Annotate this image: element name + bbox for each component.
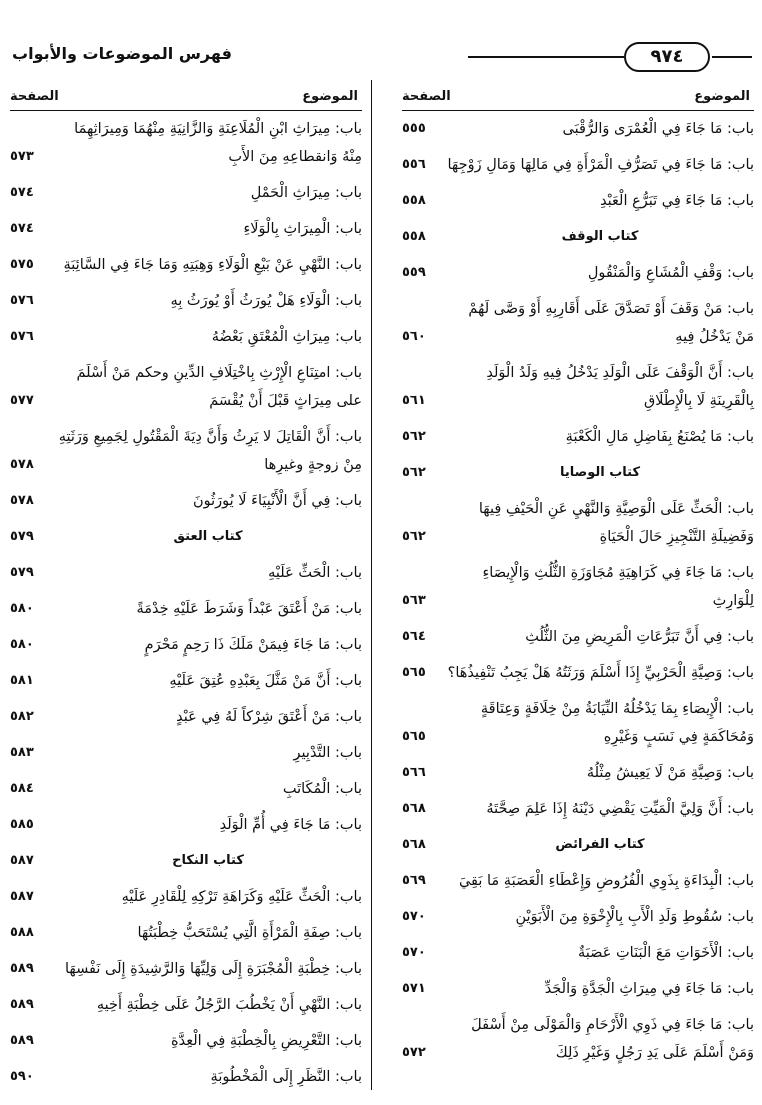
index-entry [10, 879, 362, 915]
entry-page-number: ٥٧٩ [10, 529, 34, 544]
entry-page-number: ٥٧٤ [10, 221, 34, 236]
section-heading [10, 519, 362, 555]
index-entry [10, 247, 362, 283]
entry-page-number: ٥٧٦ [10, 329, 34, 344]
entry-title: باب: الْوَلَاءِ هَلْ يُورَثُ أَوْ يُورَثُ بِهِ [170, 293, 362, 309]
entry-page-number: ٥٧٩ [10, 565, 34, 580]
entry-title: باب: خِطْبَةِ الْمُجْبَرَةِ إِلَى وَلِيِّهَا وَالرَّشِيدَةِ إِلَى نَفْسِهَا [65, 961, 362, 977]
entry-title: باب: مَا جَاءَ فِي الْعُمْرَى وَالرُّقْبَى [562, 121, 754, 137]
index-entry [10, 111, 362, 175]
entry-page-number: ٥٧٣ [10, 149, 34, 164]
header-rule [468, 56, 624, 58]
index-entry [10, 419, 362, 483]
section-title: كتاب الفرائض [555, 837, 645, 852]
entry-title: باب: مَا جَاءَ فِي كَرَاهِيَةِ مُجَاوَزَةِ الثُّلُثِ وَالْإِيصَاءِ لِلْوَارِثِ [482, 565, 754, 609]
index-entry [402, 147, 754, 183]
entry-page-number: ٥٨٩ [10, 961, 34, 976]
entry-title: باب: وَقْفِ الْمُشَاعِ وَالْمَنْقُولِ [587, 265, 754, 281]
index-entry [402, 111, 754, 147]
entry-page-number: ٥٨٩ [10, 997, 34, 1012]
entry-page-number: ٥٧٦ [10, 293, 34, 308]
entry-page-number: ٥٧١ [402, 981, 426, 996]
entry-page-number: ٥٨٠ [10, 601, 34, 616]
entry-page-number: ٥٥٩ [402, 265, 426, 280]
entry-page-number: ٥٧٢ [402, 1045, 426, 1060]
entry-title: باب: النَّظَرِ إِلَى الْمَخْطُوبَةِ [210, 1069, 362, 1085]
index-entry [10, 951, 362, 987]
entry-page-number: ٥٦٢ [402, 465, 426, 480]
entry-page-number: ٥٩٠ [10, 1069, 34, 1084]
entry-page-number: ٥٥٨ [402, 229, 426, 244]
section-title: كتاب الوقف [561, 229, 639, 244]
index-entry [10, 699, 362, 735]
section-heading [10, 843, 362, 879]
entry-page-number: ٥٥٥ [402, 121, 426, 136]
entry-page-number: ٥٥٨ [402, 193, 426, 208]
topic-label: الموضوع [694, 89, 750, 104]
entry-page-number: ٥٨٩ [10, 1033, 34, 1048]
index-entry [10, 1023, 362, 1059]
index-entry [402, 863, 754, 899]
entry-page-number: ٥٨١ [10, 673, 34, 688]
entry-page-number: ٥٨٣ [10, 745, 34, 760]
index-entry [402, 419, 754, 455]
entry-title: باب: أَنَّ مَنْ مَثَّلَ بِعَبْدِهِ عُتِقَ عَلَيْهِ [169, 673, 362, 689]
entry-title: باب: مَا جَاءَ فِي مِيرَاثِ الْجَدَّةِ وَالْجَدِّ [544, 981, 754, 997]
index-entry [10, 627, 362, 663]
entry-title: باب: فِي أَنَّ الْأَنْبِيَاءَ لَا يُورَثُونَ [192, 493, 362, 509]
index-entry [402, 655, 754, 691]
entry-page-number: ٥٨٤ [10, 781, 34, 796]
entry-title: باب: مَا جَاءَ فِي تَصَرُّفِ الْمَرْأَةِ فِي مَالِهَا وَمَالِ زَوْجِهَا [447, 157, 754, 173]
entry-page-number: ٥٦٢ [402, 529, 426, 544]
entry-page-number: ٥٧٨ [10, 493, 34, 508]
index-entry [10, 915, 362, 951]
entry-page-number: ٥٦٨ [402, 837, 426, 852]
entry-page-number: ٥٦٣ [402, 593, 426, 608]
section-title: كتاب النكاح [172, 853, 244, 868]
entry-list [10, 111, 362, 1095]
entry-page-number: ٥٥٦ [402, 157, 426, 172]
entry-title: باب: مَنْ وَقَفَ أَوْ تَصَدَّقَ عَلَى أَقَارِبِهِ أَوْ وَصَّى لَهُمْ مَنْ يَدْخُلُ فِيهِ [468, 301, 754, 345]
entry-page-number: ٥٨٧ [10, 889, 34, 904]
entry-title: باب: النَّهْيِ عَنْ بَيْعِ الْوَلَاءِ وَهِبَتِهِ وَمَا جَاءَ فِي السَّائِبَةِ [63, 257, 362, 273]
entry-page-number: ٥٦٦ [402, 765, 426, 780]
index-entry [10, 1059, 362, 1095]
index-entry [10, 555, 362, 591]
entry-title: باب: الْمِيرَاثِ بِالْوَلَاءِ [243, 221, 362, 237]
entry-title: باب: فِي أَنَّ تَبَرُّعَاتِ الْمَرِيضِ مِنَ الثُّلُثِ [525, 629, 754, 645]
index-entry [402, 755, 754, 791]
entry-page-number: ٥٨٨ [10, 925, 34, 940]
entry-title: باب: الْإِيصَاءِ بِمَا يَدْخُلُهُ النِّيَابَةُ مِنْ خِلَافَةٍ وَعِتَاقَةٍ وَمُحَاكَمَةٍ فِي نَسَبٍ وَغَيْرِهِ [480, 701, 754, 745]
entry-title: باب: التَّدْبِيرِ [293, 745, 362, 761]
entry-title: باب: الْحَثِّ عَلَيْهِ [268, 565, 362, 581]
entry-page-number: ٥٦٥ [402, 729, 426, 744]
entry-page-number: ٥٧٠ [402, 909, 426, 924]
index-entry [10, 987, 362, 1023]
index-entry [10, 175, 362, 211]
index-entry [402, 355, 754, 419]
column-divider [371, 80, 372, 1090]
entry-title: باب: الْبِدَاءَةِ بِذَوِي الْفُرُوضِ وَإِعْطَاءِ الْعَصَبَةِ مَا بَقِيَ [458, 873, 754, 889]
entry-title: باب: مَا جَاءَ فِي تَبَرُّعِ الْعَبْدِ [600, 193, 754, 209]
entry-list [402, 111, 754, 1071]
index-entry [10, 355, 362, 419]
entry-title: باب: وَصِيَّةِ مَنْ لَا يَعِيشُ مِثْلُهُ [586, 765, 754, 781]
section-title: كتاب العتق [173, 529, 243, 544]
index-entry [402, 255, 754, 291]
index-entry [402, 291, 754, 355]
index-entry [10, 663, 362, 699]
page-title: فهرس الموضوعات والأبواب [12, 44, 232, 63]
entry-page-number: ٥٦٥ [402, 665, 426, 680]
entry-page-number: ٥٧٧ [10, 393, 34, 408]
entry-page-number: ٥٨٠ [10, 637, 34, 652]
header-rule [712, 56, 752, 58]
entry-title: باب: مِيرَاثِ ابْنِ الْمُلَاعِنَةِ وَالزَّانِيَةِ مِنْهُمَا وَمِيرَاثِهِمَا مِنْهُ وَانقطاعِهِ مِنَ الأَبِ [74, 121, 362, 165]
index-entry [10, 807, 362, 843]
index-entry [402, 971, 754, 1007]
entry-title: باب: الْأَخَوَاتِ مَعَ الْبَنَاتِ عَصَبَةٌ [578, 945, 754, 961]
entry-title: باب: أَنَّ وَلِيَّ الْمَيِّتِ يَقْضِي دَيْنَهُ إِذَا عَلِمَ صِحَّتَهُ [486, 801, 754, 817]
entry-title: باب: امتِنَاعِ الْإِرْثِ بِاخْتِلَافِ الدِّينِ وحكم مَنْ أَسْلَمَ على مِيرَاثٍ قَبْلَ أَنْ يُقْسَمَ [76, 365, 362, 409]
index-entry [10, 319, 362, 355]
entry-title: باب: مِيرَاثِ الْمُعْتَقِ بَعْضُهُ [211, 329, 362, 345]
index-entry [10, 283, 362, 319]
topic-label: الموضوع [302, 89, 358, 104]
index-entry [402, 691, 754, 755]
section-heading [402, 455, 754, 491]
entry-title: باب: مَا جَاءَ فِيمَنْ مَلَكَ ذَا رَحِمٍ مَحْرَمٍ [144, 637, 362, 653]
entry-title: باب: أَنَّ الْوَقْفَ عَلَى الْوَلَدِ يَدْخُلُ فِيهِ وَلَدُ الْوَلَدِ بِالْقَرِينَةِ لَا بِالْإِطْلَاقِ [486, 365, 754, 409]
entry-title: باب: مِيرَاثِ الْحَمْلِ [250, 185, 362, 201]
page-header [12, 42, 752, 76]
index-entry [402, 183, 754, 219]
entry-page-number: ٥٨٢ [10, 709, 34, 724]
entry-page-number: ٥٨٥ [10, 817, 34, 832]
entry-title: باب: مَا جَاءَ فِي أُمِّ الْوَلَدِ [219, 817, 362, 833]
index-entry [402, 1007, 754, 1071]
entry-title: باب: مَنْ أَعْتَقَ عَبْداً وَشَرَطَ عَلَيْهِ خِدْمَةً [136, 601, 362, 617]
entry-title: باب: صِفَةِ الْمَرْأَةِ الَّتِي يُسْتَحَبُّ خِطْبَتُهَا [137, 925, 362, 941]
entry-title: باب: الْحَثِّ عَلَى الْوَصِيَّةِ وَالنَّهْيِ عَنِ الْحَيْفِ فِيهَا وَفَضِيلَةِ التَّنْجِيزِ حَالَ الْحَيَاةِ [478, 501, 754, 545]
entry-title: باب: سُقُوطِ وَلَدِ الْأَبِ بِالْإِخْوَةِ مِنَ الْأَبَوَيْنِ [515, 909, 754, 925]
index-entry [402, 791, 754, 827]
entry-page-number: ٥٧٥ [10, 257, 34, 272]
entry-title: باب: أَنَّ الْقَاتِلَ لا يَرِثُ وَأَنَّ دِيَةَ الْمَقْتُولِ لِجَمِيعِ وَرَثَتِهِ مِنْ زوجةٍ وغيرِها [58, 429, 362, 473]
section-title: كتاب الوصايا [559, 465, 641, 480]
column-header [402, 80, 754, 111]
entry-page-number: ٥٦٨ [402, 801, 426, 816]
index-entry [402, 899, 754, 935]
index-entry [402, 491, 754, 555]
entry-title: باب: وَصِيَّةِ الْحَرْبِيِّ إِذَا أَسْلَمَ وَرَثَتُهُ هَلْ يَجِبُ تَنْفِيذُهَا؟ [447, 665, 754, 681]
entry-title: باب: الْحَثِّ عَلَيْهِ وَكَرَاهَةِ تَرْكِهِ لِلْقَادِرِ عَلَيْهِ [121, 889, 362, 905]
index-entry [10, 211, 362, 247]
entry-page-number: ٥٧٤ [10, 185, 34, 200]
entry-page-number: ٥٦٤ [402, 629, 426, 644]
index-entry [10, 591, 362, 627]
entry-title: باب: النَّهْيِ أَنْ يَخْطُبَ الرَّجُلُ عَلَى خِطْبَةِ أَخِيهِ [96, 997, 362, 1013]
page-label: الصفحة [402, 89, 451, 104]
page-label: الصفحة [10, 89, 59, 104]
index-column-left [10, 80, 362, 1095]
section-heading [402, 219, 754, 255]
column-header [10, 80, 362, 111]
section-heading [402, 827, 754, 863]
index-entry [402, 935, 754, 971]
entry-page-number: ٥٧٨ [10, 457, 34, 472]
index-entry [402, 619, 754, 655]
entry-page-number: ٥٧٠ [402, 945, 426, 960]
entry-title: باب: الْمُكَاتَبِ [282, 781, 362, 797]
entry-title: باب: التَّعْرِيضِ بِالْخِطْبَةِ فِي الْعِدَّةِ [171, 1033, 362, 1049]
index-entry [10, 735, 362, 771]
entry-title: باب: مَنْ أَعْتَقَ شِرْكاً لَهُ فِي عَبْدٍ [176, 709, 362, 725]
page-number: ٩٧٤ [624, 42, 710, 72]
index-entry [402, 555, 754, 619]
index-entry [10, 483, 362, 519]
index-entry [10, 771, 362, 807]
entry-page-number: ٥٨٧ [10, 853, 34, 868]
index-column-right [402, 80, 754, 1071]
entry-title: باب: مَا يُصْنَعُ بِفَاضِلِ مَالِ الْكَعْبَةِ [565, 429, 754, 445]
entry-title: باب: مَا جَاءَ فِي ذَوِي الْأَرْحَامِ وَالْمَوْلَى مِنْ أَسْفَلَ وَمَنْ أَسْلَمَ عَلَى يَدِ رَجُلٍ وَغَيْرِ ذَلِكَ [471, 1017, 754, 1061]
entry-page-number: ٥٦٢ [402, 429, 426, 444]
entry-page-number: ٥٦٩ [402, 873, 426, 888]
entry-page-number: ٥٦١ [402, 393, 426, 408]
entry-page-number: ٥٦٠ [402, 329, 426, 344]
